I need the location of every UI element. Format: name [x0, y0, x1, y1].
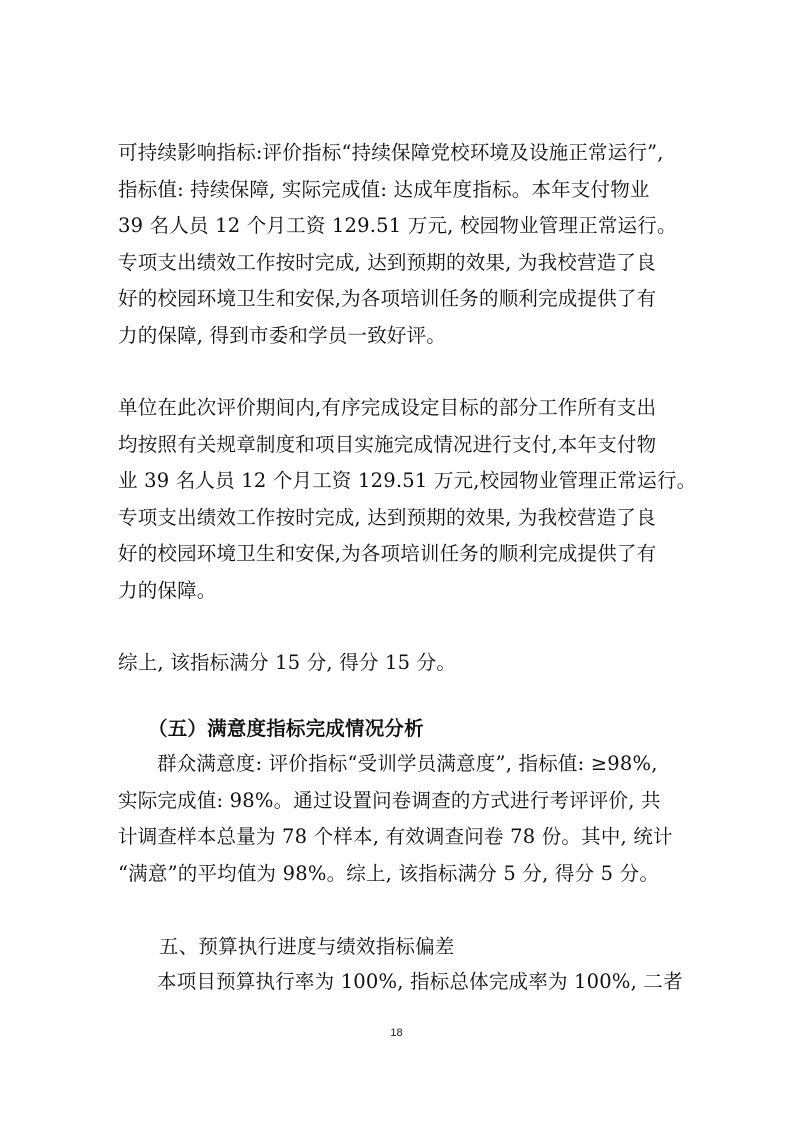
body-text-line: 本项目预算执行率为 100%, 指标总体完成率为 100%, 二者 [157, 970, 683, 993]
body-text-line: 实际完成值: 98%。通过设置问卷调查的方式进行考评评价, 共 [118, 789, 661, 812]
body-text-line: 好的校园环境卫生和安保,为各项培训任务的顺利完成提供了有 [118, 542, 657, 565]
body-text-line: 好的校园环境卫生和安保,为各项培训任务的顺利完成提供了有 [118, 287, 657, 310]
body-text-line: 指标值: 持续保障, 实际完成值: 达成年度指标。本年支付物业 [118, 178, 650, 201]
body-text-line: 业 39 名人员 12 个月工资 129.51 万元,校园物业管理正常运行。 [118, 469, 697, 492]
body-text-line: “满意”的平均值为 98%。综上, 该指标满分 5 分, 得分 5 分。 [118, 862, 660, 885]
summary-line: 综上, 该指标满分 15 分, 得分 15 分。 [118, 651, 457, 674]
body-text-line: 均按照有关规章制度和项目实施完成情况进行支付,本年支付物 [118, 433, 657, 456]
body-text-line: 可持续影响指标:评价指标“持续保障党校环境及设施正常运行”, [118, 141, 664, 164]
body-text-line: 力的保障, 得到市委和学员一致好评。 [118, 324, 446, 347]
body-text-line: 专项支出绩效工作按时完成, 达到预期的效果, 为我校营造了良 [118, 251, 656, 274]
body-text-line: 专项支出绩效工作按时完成, 达到预期的效果, 为我校营造了良 [118, 506, 656, 529]
body-text-line: 39 名人员 12 个月工资 129.51 万元, 校园物业管理正常运行。 [118, 214, 677, 237]
section-heading: （五）满意度指标完成情况分析 [148, 717, 424, 740]
chapter-heading: 五、预算执行进度与绩效指标偏差 [159, 935, 455, 958]
body-text-line: 计调查样本总量为 78 个样本, 有效调查问卷 78 份。其中, 统计 [118, 825, 673, 848]
body-text-line: 力的保障。 [118, 579, 217, 602]
page-number: 18 [390, 1027, 403, 1039]
body-text-line: 群众满意度: 评价指标“受训学员满意度”, 指标值: ≥98%, [157, 752, 658, 775]
body-text-line: 单位在此次评价期间内,有序完成设定目标的部分工作所有支出 [118, 396, 657, 419]
